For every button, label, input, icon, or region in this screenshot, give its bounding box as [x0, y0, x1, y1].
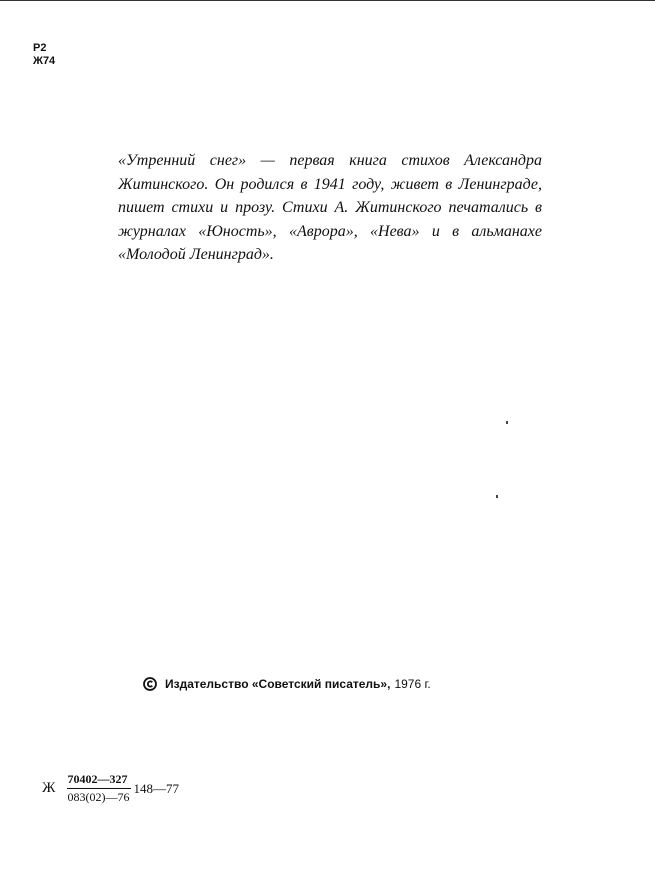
index-letter: Ж [42, 780, 56, 796]
print-speck [496, 495, 498, 498]
copyright-year: 1976 г. [394, 677, 431, 691]
publication-index [42, 772, 179, 805]
classification-line-2: Ж74 [33, 55, 56, 67]
classification-code [33, 42, 55, 68]
copyright-publisher: Издательство «Советский писатель», [165, 677, 391, 691]
classification-line-1: Р2 [33, 42, 47, 54]
book-annotation: «Утренний снег» — первая книга стихов Александра Житинского. Он родился в 1941 году, живет в Ленинграде, пишет стихи и прозу. Стихи А. Житинского печатались в журналах «Юность», «Аврора», «Нева» и в альманахе «Молодой Ленинград». [118, 152, 542, 263]
copyright-notice [143, 675, 431, 693]
index-numerator: 70402—327 [67, 772, 128, 786]
index-fraction [67, 772, 131, 805]
print-speck [506, 421, 508, 424]
copyright-icon [143, 677, 157, 691]
top-rule [0, 0, 655, 1]
index-suffix: 148—77 [133, 780, 179, 796]
index-denominator: 083(02)—76 [67, 790, 130, 804]
